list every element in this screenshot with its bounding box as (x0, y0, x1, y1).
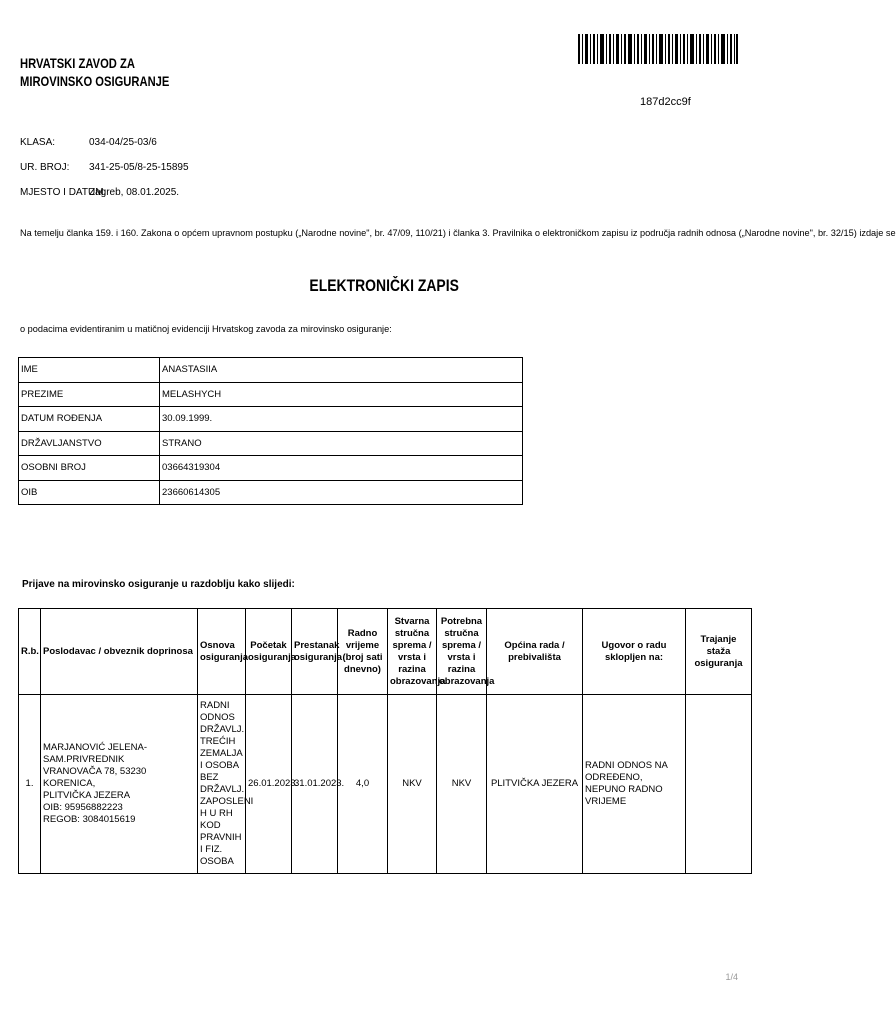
legal-basis-text: Na temelju članka 159. i 160. Zakona o općem upravnom postupku („Narodne novine", br. 47/09, 110/21) i članka 3. Pravilnika o elektroničkom zapisu iz područja radnih odnosa („Narodne novine", br. 32/15) izdaje se (20, 228, 896, 238)
field-value: STRANO (160, 431, 523, 456)
cell-actual-education: NKV (388, 695, 437, 874)
barcode-image (578, 34, 738, 64)
column-header-municipality: Općina rada / prebivališta (487, 609, 583, 695)
page-number: 1/4 (725, 972, 738, 982)
cell-end: 31.01.2023. (292, 695, 338, 874)
meta-value-mjesto-datum: Zagreb, 08.01.2025. (89, 187, 180, 198)
table-row (19, 456, 523, 481)
employer-line: MARJANOVIĆ JELENA- SAM.PRIVREDNIK (43, 742, 147, 765)
column-header-basis: Osnova osiguranja (198, 609, 246, 695)
column-header-start: Početak osiguranja (246, 609, 292, 695)
column-header-employer: Poslodavac / obveznik doprinosa (41, 609, 198, 695)
cell-municipality: PLITVIČKA JEZERA (487, 695, 583, 874)
document-title-text: ELEKTRONIČKI ZAPIS (309, 276, 459, 295)
cell-hours: 4,0 (338, 695, 388, 874)
field-label: DRŽAVLJANSTVO (19, 431, 160, 456)
document-id: 187d2cc9f (640, 96, 691, 108)
employer-line: REGOB: 3084015619 (43, 814, 136, 825)
column-header-rb: R.b. (19, 609, 41, 695)
table-row (19, 407, 523, 432)
field-label: DATUM ROĐENJA (19, 407, 160, 432)
cell-required-education: NKV (437, 695, 487, 874)
meta-label-klasa: KLASA: (20, 137, 56, 148)
field-value: 03664319304 (160, 456, 523, 481)
table-row (19, 695, 752, 874)
personal-data-table (18, 357, 523, 505)
column-header-contract: Ugovor o radu sklopljen na: (583, 609, 686, 695)
document-subtitle: o podacima evidentiranim u matičnoj evidenciji Hrvatskog zavoda za mirovinsko osiguranje: (20, 324, 392, 334)
column-header-hours: Radno vrijeme (broj sati dnevno) (338, 609, 388, 695)
institution-name-line2: MIROVINSKO OSIGURANJE (20, 73, 170, 89)
meta-value-klasa: 034-04/25-03/6 (89, 137, 157, 148)
table-row (19, 431, 523, 456)
table-row (19, 480, 523, 505)
field-value: 23660614305 (160, 480, 523, 505)
employer-line: OIB: 95956882223 (43, 802, 123, 813)
column-header-actual-education: Stvarna stručna sprema / vrsta i razina obrazovanja (388, 609, 437, 695)
employer-line: PLITVIČKA JEZERA (43, 790, 131, 801)
registrations-table (18, 608, 752, 874)
document-title (0, 276, 768, 296)
column-header-duration: Trajanje staža osiguranja (686, 609, 752, 695)
meta-label-mjesto-datum: MJESTO I DATUM: (20, 187, 107, 198)
institution-name-line1: HRVATSKI ZAVOD ZA (20, 55, 135, 71)
field-value: ANASTASIIA (160, 358, 523, 383)
meta-value-ur-broj: 341-25-05/8-25-15895 (89, 162, 189, 173)
field-label: IME (19, 358, 160, 383)
table-row (19, 358, 523, 383)
cell-rb: 1. (19, 695, 41, 874)
field-label: PREZIME (19, 382, 160, 407)
column-header-required-education: Potrebna stručna sprema / vrsta i razina obrazovanja (437, 609, 487, 695)
column-header-end: Prestanak osiguranja (292, 609, 338, 695)
table-row (19, 382, 523, 407)
cell-duration (686, 695, 752, 874)
field-value: MELASHYCH (160, 382, 523, 407)
cell-employer (41, 695, 198, 874)
cell-basis: RADNI ODNOS DRŽAVLJ. TREĆIH ZEMALJA I OSOBA BEZ DRŽAVLJ. ZAPOSLENI H U RH KOD PRAVNIH I FIZ. OSOBA (198, 695, 246, 874)
section-title: Prijave na mirovinsko osiguranje u razdoblju kako slijedi: (22, 579, 295, 590)
cell-start: 26.01.2023. (246, 695, 292, 874)
employer-line: VRANOVAČA 78, 53230 KORENICA, (43, 766, 147, 789)
cell-contract: RADNI ODNOS NA ODREĐENO, NEPUNO RADNO VRIJEME (583, 695, 686, 874)
institution-name (20, 54, 169, 90)
field-value: 30.09.1999. (160, 407, 523, 432)
table-header-row (19, 609, 752, 695)
field-label: OSOBNI BROJ (19, 456, 160, 481)
field-label: OIB (19, 480, 160, 505)
meta-label-ur-broj: UR. BROJ: (20, 162, 70, 173)
